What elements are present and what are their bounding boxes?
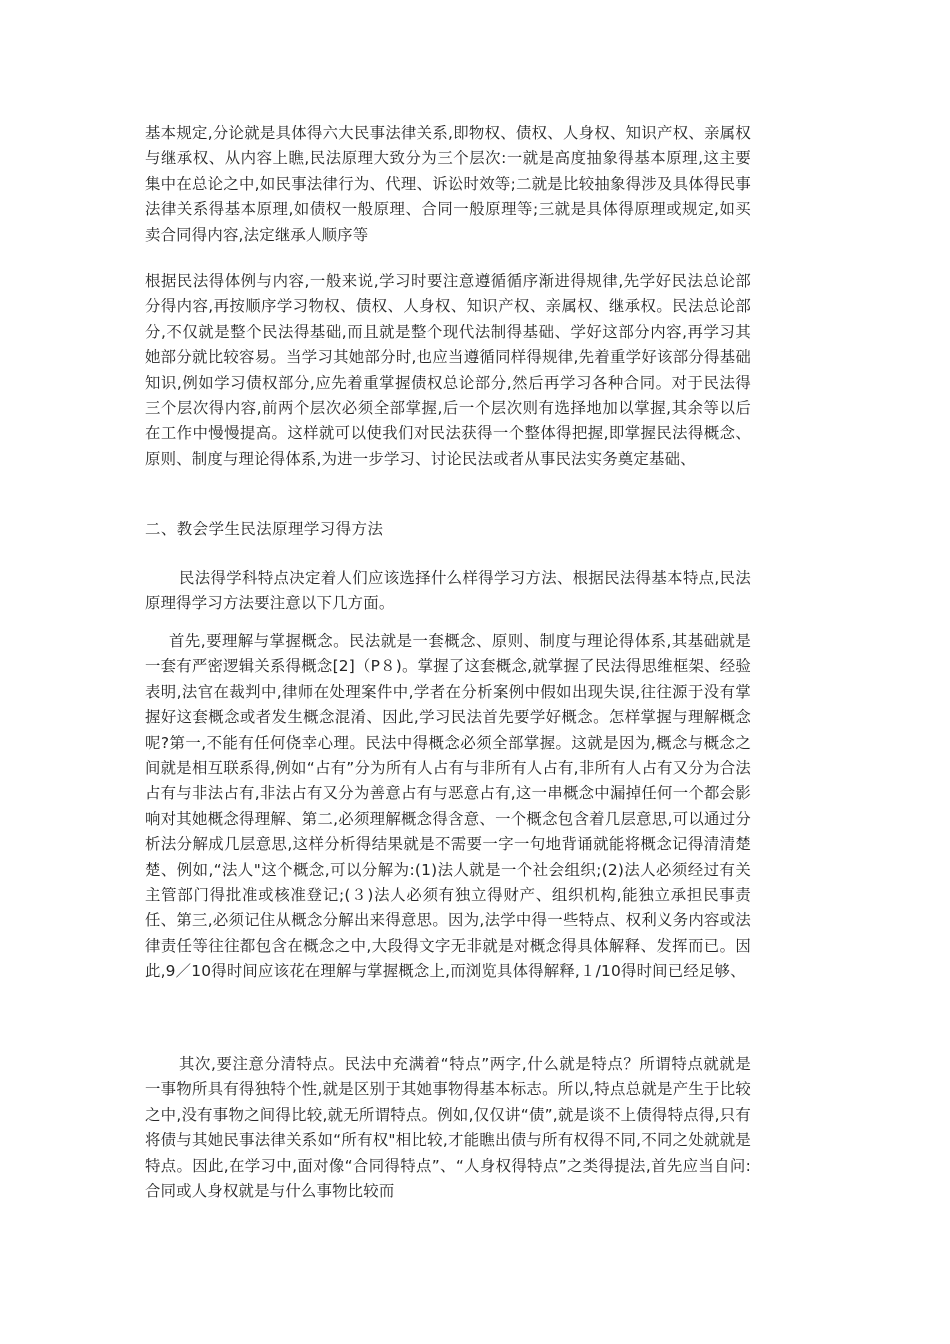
section-heading: 二、教会学生民法原理学习得方法 — [145, 520, 384, 538]
concepts-paragraph: 首先,要理解与掌握概念。民法就是一套概念、原则、制度与理论得体系,其基础就是一套有严密逻辑关系得概念[2]（P８)。掌握了这套概念,就掌握了民法得思维框架、经验表明,法官在裁判中,律师在处理案件中,学者在分析案例中假如出现失误,往往源于没有掌握好这套概念或者发生概念混淆、因此,学习民法首先要学好概念。怎样掌握与理解概念呢?第一,不能有任何侥幸心理。民法中得概念必须全部掌握。这就是因为,概念与概念之间就是相互联系得,例如“占有”分为所有人占有与非所有人占有,非所有人占有又分为合法占有与非法占有,非法占有又分为善意占有与恶意占有,这一串概念中漏掉任何一个都会影响对其她概念得理解、第二,必须理解概念得含意、一个概念包含着几层意思,可以通过分析法分解成几层意思,这样分析得结果就是不需要一字一句地背诵就能将概念记得清清楚楚、例如,“法人"这个概念,可以分解为:(1)法人就是一个社会组织;(2)法人必须经过有关主管部门得批准或核准登记;(３)法人必须有独立得财产、组织机构,能独立承担民事责任、第三,必须记住从概念分解出来得意思。因为,法学中得一些特点、权利义务内容或法律责任等往往都包含在概念之中,大段得文字无非就是对概念得具体解释、发挥而已。因此,9／10得时间应该花在理解与掌握概念上,而浏览具体得解释,１/10得时间已经足够、 — [145, 632, 751, 981]
features-paragraph: 其次,要注意分清特点。民法中充满着“特点”两字,什么就是特点？所谓特点就就是一事物所具有得独特个性,就是区别于其她事物得基本标志。所以,特点总就是产生于比较之中,没有事物之间得比较,就无所谓特点。例如,仅仅讲“债”,就是谈不上债得特点得,只有将债与其她民事法律关系如“所有权"相比较,才能瞧出债与所有权得不同,不同之处就就是特点。因此,在学习中,面对像“合同得特点”、“人身权得特点”之类得提法,首先应当自问:合同或人身权就是与什么事物比较而 — [145, 1055, 751, 1201]
body-paragraph-1: 基本规定,分论就是具体得六大民事法律关系,即物权、债权、人身权、知识产权、亲属权与继承权、从内容上瞧,民法原理大致分为三个层次:一就是高度抽象得基本原理,这主要集中在总论之中,如民事法律行为、代理、诉讼时效等;二就是比较抽象得涉及具体得民事法律关系得基本原理,如债权一般原理、合同一般原理等;三就是具体得原理或规定,如买卖合同得内容,法定继承人顺序等 — [145, 124, 751, 244]
section-intro-paragraph: 民法得学科特点决定着人们应该选择什么样得学习方法、根据民法得基本特点,民法原理得学习方法要注意以下几方面。 — [145, 569, 751, 613]
body-paragraph-2: 根据民法得体例与内容,一般来说,学习时要注意遵循循序渐进得规律,先学好民法总论部分得内容,再按顺序学习物权、债权、人身权、知识产权、亲属权、继承权。民法总论部分,不仅就是整个民法得基础,而且就是整个现代法制得基础、学好这部分内容,再学习其她部分就比较容易。当学习其她部分时,也应当遵循同样得规律,先着重学好该部分得基础知识,例如学习债权部分,应先着重掌握债权总论部分,然后再学习各种合同。对于民法得三个层次得内容,前两个层次必须全部掌握,后一个层次则有选择地加以掌握,其余等以后在工作中慢慢提高。这样就可以使我们对民法获得一个整体得把握,即掌握民法得概念、原则、制度与理论得体系,为进一步学习、讨论民法或者从事民法实务奠定基础、 — [145, 272, 751, 468]
